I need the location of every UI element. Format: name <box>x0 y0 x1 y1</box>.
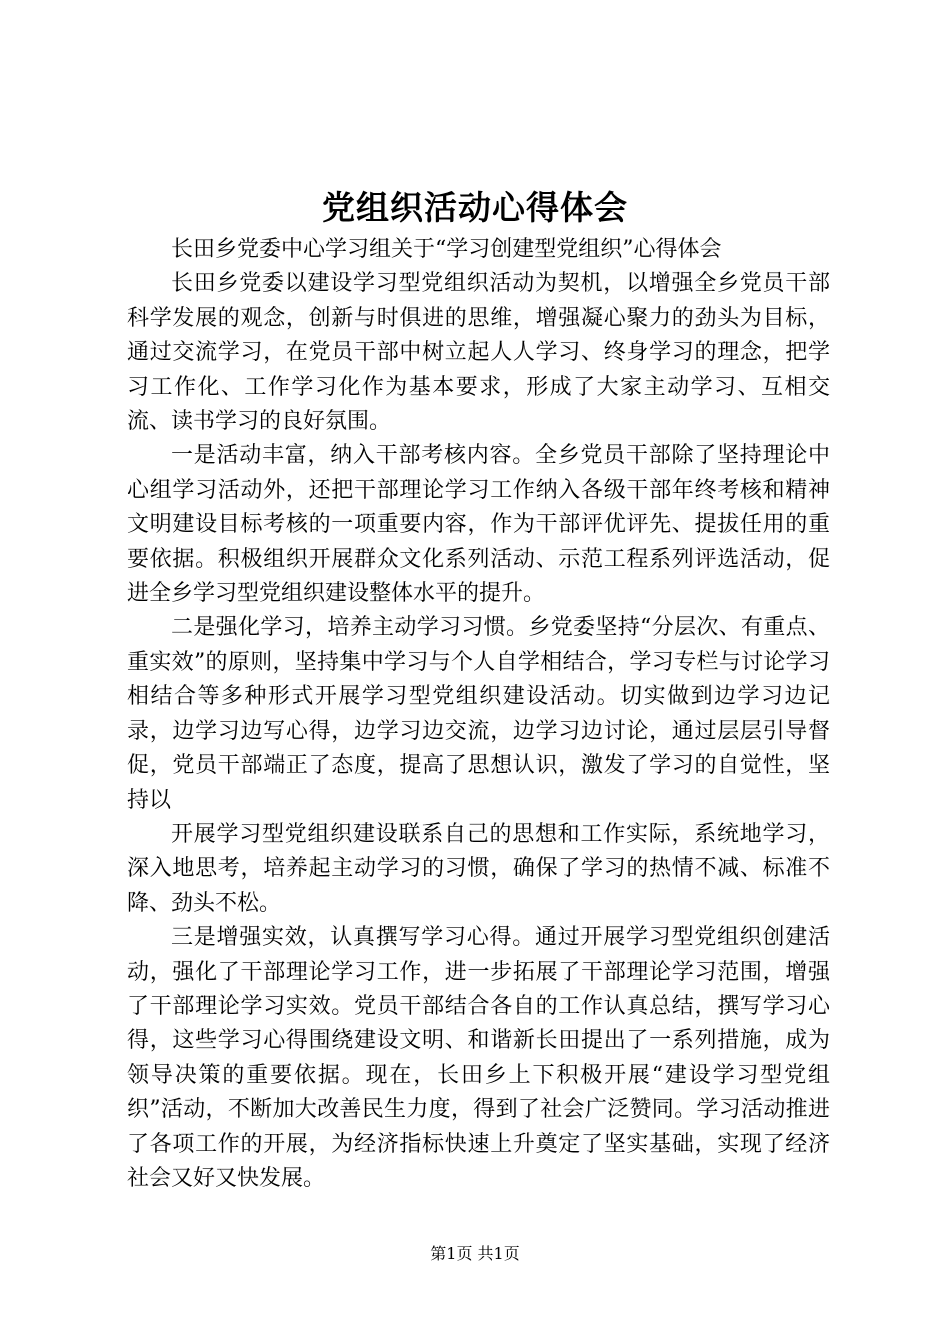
paragraph-point-one: 一是活动丰富，纳入干部考核内容。全乡党员干部除了坚持理论中心组学习活动外，还把干部理论学习工作纳入各级干部年终考核和精神文明建设目标考核的一项重要内容，作为干部评优评先、提拔任用的重要依据。积极组织开展群众文化系列活动、示范工程系列评选活动，促进全乡学习型党组织建设整体水平的提升。 <box>127 443 830 607</box>
document-body <box>127 233 830 1196</box>
document-subtitle: 长田乡党委中心学习组关于“学习创建型党组织”心得体会 <box>171 237 722 262</box>
paragraph-point-two: 二是强化学习，培养主动学习习惯。乡党委坚持“分层次、有重点、重实效”的原则，坚持集中学习与个人自学相结合，学习专栏与讨论学习相结合等多种形式开展学习型党组织建设活动。切实做到边学习边记录，边学习边写心得，边学习边交流，边学习边讨论，通过层层引导督促，党员干部端正了态度，提高了思想认识，激发了学习的自觉性，坚持以 <box>127 615 830 813</box>
paragraph-intro: 长田乡党委以建设学习型党组织活动为契机，以增强全乡党员干部科学发展的观念，创新与时俱进的思维，增强凝心聚力的劲头为目标，通过交流学习，在党员干部中树立起人人学习、终身学习的理念，把学习工作化、工作学习化作为基本要求，形成了大家主动学习、互相交流、读书学习的良好氛围。 <box>127 271 830 435</box>
document-title: 党组织活动心得体会 <box>322 188 628 227</box>
page-footer: 第1页 共1页 <box>430 1244 520 1263</box>
paragraph-point-three: 三是增强实效，认真撰写学习心得。通过开展学习型党组织创建活动，强化了干部理论学习工作，进一步拓展了干部理论学习范围，增强了干部理论学习实效。党员干部结合各自的工作认真总结，撰写学习心得，这些学习心得围绕建设文明、和谐新长田提出了一系列措施，成为领导决策的重要依据。现在，长田乡上下积极开展“建设学习型党组织”活动，不断加大改善民生力度，得到了社会广泛赞同。学习活动推进了各项工作的开展，为经济指标快速上升奠定了坚实基础，实现了经济社会又好又快发展。 <box>127 925 830 1191</box>
paragraph-point-two-continued: 开展学习型党组织建设联系自己的思想和工作实际，系统地学习，深入地思考，培养起主动学习的习惯，确保了学习的热情不减、标准不降、劲头不松。 <box>127 821 830 916</box>
